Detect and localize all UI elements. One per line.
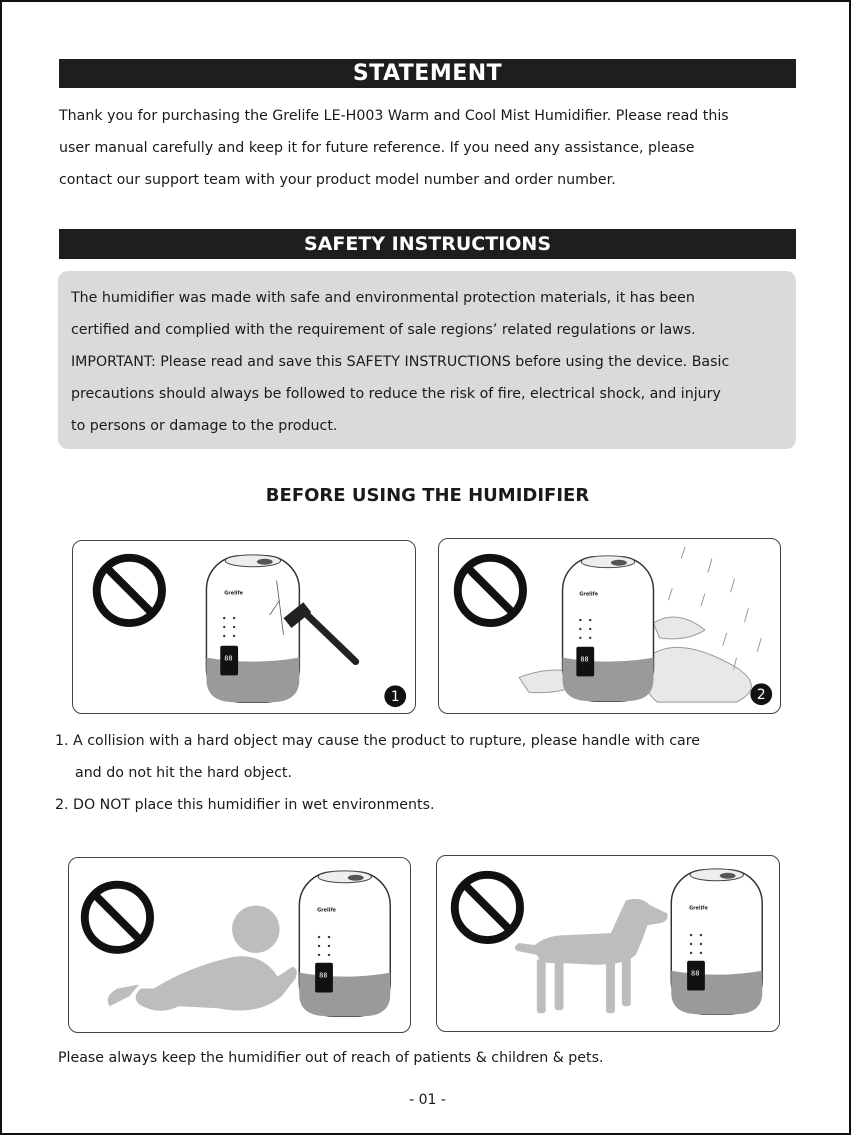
step-badge-1 bbox=[384, 685, 406, 707]
humidifier-icon bbox=[206, 555, 299, 702]
statement-line: user manual carefully and keep it for future reference. If you need any assistance, please bbox=[59, 140, 695, 156]
safety-line: to persons or damage to the product. bbox=[71, 418, 338, 434]
reach-note: Please always keep the humidifier out of reach of patients & children & pets. bbox=[58, 1050, 604, 1066]
illustration-dog bbox=[436, 855, 780, 1032]
svg-text:2: 2 bbox=[756, 687, 766, 704]
list-item: and do not hit the hard object. bbox=[75, 765, 292, 781]
safety-heading: SAFETY INSTRUCTIONS bbox=[59, 229, 796, 259]
safety-line: The humidifier was made with safe and environmental protection materials, it has been bbox=[71, 290, 695, 306]
instruction-list bbox=[55, 725, 700, 821]
svg-text:Grelife: Grelife bbox=[317, 907, 336, 914]
baby-icon bbox=[108, 905, 297, 1010]
no-sign-icon bbox=[455, 875, 520, 940]
step-badge-2 bbox=[750, 683, 772, 705]
list-item: 1. A collision with a hard object may cause the product to rupture, please handle with care bbox=[55, 733, 700, 749]
svg-text:88: 88 bbox=[580, 655, 589, 664]
safety-line: certified and complied with the requirement of sale regions’ related regulations or laws. bbox=[71, 322, 696, 338]
svg-text:Grelife: Grelife bbox=[579, 591, 599, 598]
svg-text:88: 88 bbox=[319, 971, 328, 980]
statement-line: Thank you for purchasing the Grelife LE-H003 Warm and Cool Mist Humidifier. Please read this bbox=[59, 108, 729, 124]
statement-heading: STATEMENT bbox=[59, 59, 796, 88]
humidifier-icon bbox=[563, 556, 654, 701]
svg-text:88: 88 bbox=[224, 654, 233, 663]
illustration-baby bbox=[68, 857, 411, 1033]
statement-text bbox=[59, 100, 729, 196]
svg-text:Grelife: Grelife bbox=[689, 905, 708, 912]
statement-line: contact our support team with your product model number and order number. bbox=[59, 172, 616, 188]
humidifier-icon bbox=[671, 869, 762, 1014]
humidifier-icon bbox=[299, 871, 390, 1016]
no-sign-icon bbox=[85, 885, 150, 950]
no-sign-icon bbox=[97, 558, 162, 623]
before-heading: BEFORE USING THE HUMIDIFIER bbox=[265, 485, 590, 506]
safety-line: IMPORTANT: Please read and save this SAFETY INSTRUCTIONS before using the device. Basic bbox=[71, 354, 730, 370]
illustration-wet bbox=[438, 538, 781, 714]
list-item: 2. DO NOT place this humidifier in wet environments. bbox=[55, 797, 435, 813]
svg-text:Grelife: Grelife bbox=[224, 590, 243, 597]
illustration-hammer bbox=[72, 540, 416, 714]
safety-line: precautions should always be followed to reduce the risk of fire, electrical shock, and injury bbox=[71, 386, 721, 402]
safety-text bbox=[71, 282, 729, 442]
page-number: - 01 - bbox=[409, 1092, 446, 1108]
no-sign-icon bbox=[458, 558, 523, 623]
svg-text:88: 88 bbox=[691, 969, 700, 978]
dog-icon bbox=[515, 899, 668, 1013]
svg-text:1: 1 bbox=[390, 689, 400, 706]
